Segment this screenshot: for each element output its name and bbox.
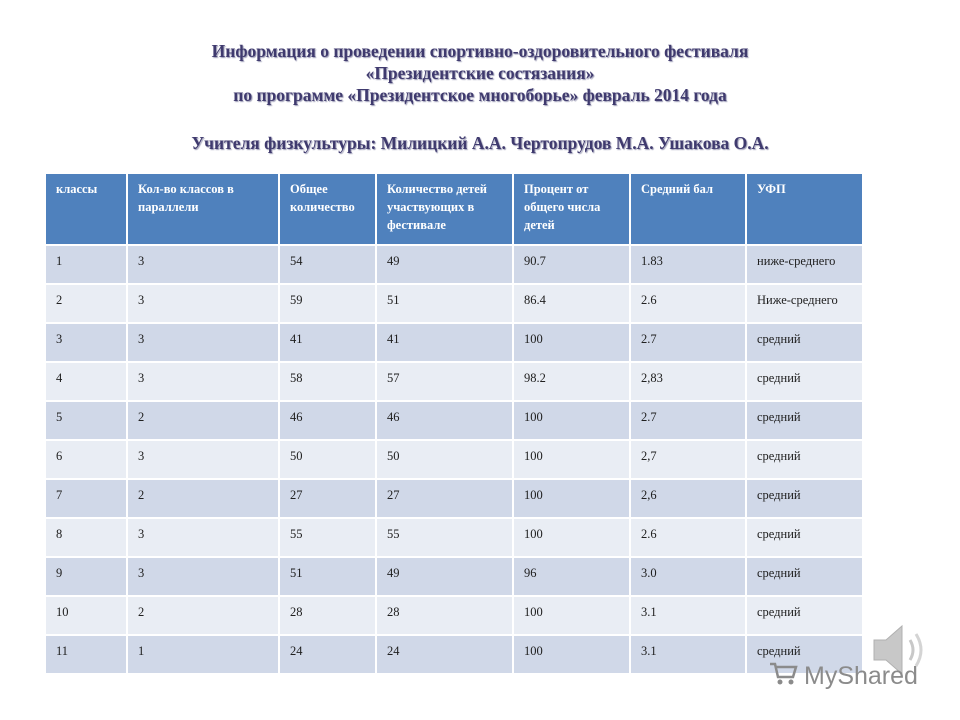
table-row [45, 635, 863, 674]
table-row [45, 440, 863, 479]
festival-table [44, 172, 864, 675]
cell-ufp: средний [746, 518, 863, 557]
cell-class: 1 [45, 245, 127, 284]
cell-parallel: 3 [127, 440, 279, 479]
cell-class: 5 [45, 401, 127, 440]
cell-avg: 1.83 [630, 245, 746, 284]
cell-total: 27 [279, 479, 376, 518]
cell-class: 11 [45, 635, 127, 674]
cell-ufp: средний [746, 401, 863, 440]
cell-avg: 2,6 [630, 479, 746, 518]
cell-ufp: средний [746, 323, 863, 362]
teachers-line: Учителя физкультуры: Милицкий А.А. Чертопрудов М.А. Ушакова О.А. [191, 133, 769, 153]
cell-avg: 3.0 [630, 557, 746, 596]
cell-avg: 2.7 [630, 323, 746, 362]
cell-parallel: 3 [127, 362, 279, 401]
cell-avg: 3.1 [630, 596, 746, 635]
cell-participants: 50 [376, 440, 513, 479]
header-participants: Количество детей участвующих в фестивале [376, 173, 513, 245]
cell-ufp: средний [746, 557, 863, 596]
cell-percent: 96 [513, 557, 630, 596]
cell-total: 46 [279, 401, 376, 440]
cell-percent: 100 [513, 596, 630, 635]
cell-percent: 86.4 [513, 284, 630, 323]
header-avg-score: Средний бал [630, 173, 746, 245]
header-percent: Процент от общего числа детей [513, 173, 630, 245]
cell-participants: 57 [376, 362, 513, 401]
cell-participants: 28 [376, 596, 513, 635]
table-header-row [45, 173, 863, 245]
cell-participants: 24 [376, 635, 513, 674]
cell-ufp: Ниже-среднего [746, 284, 863, 323]
cell-participants: 27 [376, 479, 513, 518]
cell-participants: 46 [376, 401, 513, 440]
cell-participants: 51 [376, 284, 513, 323]
cell-parallel: 2 [127, 596, 279, 635]
cell-ufp: средний [746, 479, 863, 518]
cell-percent: 100 [513, 635, 630, 674]
header-ufp: УФП [746, 173, 863, 245]
title-line-3: по программе «Президентское многоборье» февраль 2014 года [233, 85, 727, 105]
cell-parallel: 3 [127, 518, 279, 557]
table-row [45, 518, 863, 557]
cell-percent: 90.7 [513, 245, 630, 284]
cell-total: 59 [279, 284, 376, 323]
cell-ufp: средний [746, 362, 863, 401]
cell-participants: 49 [376, 557, 513, 596]
cell-total: 51 [279, 557, 376, 596]
cell-parallel: 1 [127, 635, 279, 674]
table-row [45, 401, 863, 440]
cell-ufp: средний [746, 635, 863, 674]
cell-total: 54 [279, 245, 376, 284]
cell-percent: 100 [513, 518, 630, 557]
cell-ufp: ниже-среднего [746, 245, 863, 284]
cell-total: 50 [279, 440, 376, 479]
cell-percent: 100 [513, 440, 630, 479]
cell-class: 8 [45, 518, 127, 557]
table-row [45, 362, 863, 401]
cell-participants: 55 [376, 518, 513, 557]
cell-percent: 100 [513, 479, 630, 518]
cell-parallel: 2 [127, 401, 279, 440]
cell-percent: 100 [513, 401, 630, 440]
cell-class: 4 [45, 362, 127, 401]
table-row [45, 323, 863, 362]
header-total: Общее количество [279, 173, 376, 245]
cell-avg: 2.7 [630, 401, 746, 440]
cell-ufp: средний [746, 440, 863, 479]
table-row [45, 284, 863, 323]
cell-class: 6 [45, 440, 127, 479]
cell-class: 7 [45, 479, 127, 518]
cell-avg: 2.6 [630, 518, 746, 557]
cell-class: 9 [45, 557, 127, 596]
cell-participants: 49 [376, 245, 513, 284]
watermark [768, 660, 918, 693]
cell-percent: 100 [513, 323, 630, 362]
cell-class: 2 [45, 284, 127, 323]
cell-parallel: 3 [127, 284, 279, 323]
cell-class: 10 [45, 596, 127, 635]
cell-total: 58 [279, 362, 376, 401]
cart-icon [768, 660, 798, 693]
table-row [45, 596, 863, 635]
cell-class: 3 [45, 323, 127, 362]
header-classes: классы [45, 173, 127, 245]
cell-percent: 98.2 [513, 362, 630, 401]
cell-parallel: 2 [127, 479, 279, 518]
cell-total: 41 [279, 323, 376, 362]
cell-parallel: 3 [127, 245, 279, 284]
cell-total: 28 [279, 596, 376, 635]
table-row [45, 479, 863, 518]
cell-avg: 2.6 [630, 284, 746, 323]
cell-total: 55 [279, 518, 376, 557]
cell-avg: 2,83 [630, 362, 746, 401]
header-classes-in-parallel: Кол-во классов в параллели [127, 173, 279, 245]
watermark-text: MyShared [804, 662, 918, 690]
title-line-2: «Президентские состязания» [365, 63, 595, 83]
cell-parallel: 3 [127, 557, 279, 596]
slide-title [0, 40, 960, 106]
cell-ufp: средний [746, 596, 863, 635]
table-row [45, 557, 863, 596]
cell-parallel: 3 [127, 323, 279, 362]
title-line-1: Информация о проведении спортивно-оздоровительного фестиваля [211, 41, 749, 61]
table-row [45, 245, 863, 284]
cell-participants: 41 [376, 323, 513, 362]
cell-avg: 2,7 [630, 440, 746, 479]
cell-avg: 3.1 [630, 635, 746, 674]
cell-total: 24 [279, 635, 376, 674]
